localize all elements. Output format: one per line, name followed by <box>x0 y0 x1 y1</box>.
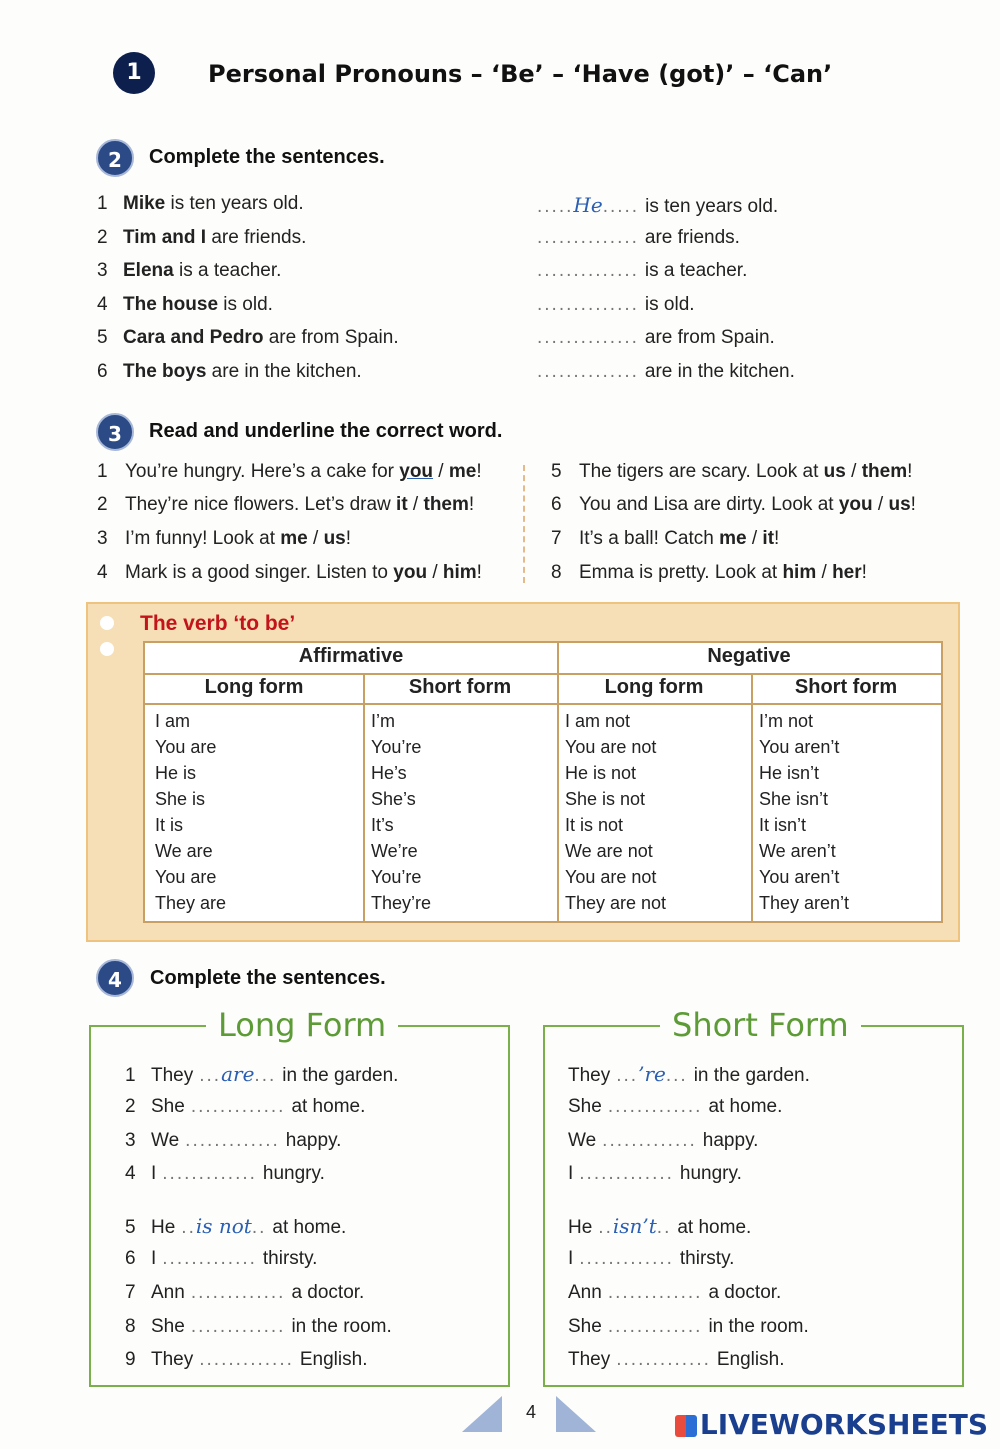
item-subject: We <box>568 1130 597 1151</box>
item-number: 4 <box>97 294 108 315</box>
option-separator: / <box>816 562 833 583</box>
page-title: Personal Pronouns – ‘Be’ – ‘Have (got)’ – ‘Can’ <box>208 60 833 88</box>
exercise-2-answer-line <box>537 193 778 218</box>
table-divider <box>145 673 941 675</box>
short-form-item <box>568 1062 810 1087</box>
item-end: ! <box>476 461 482 482</box>
item-end: ! <box>468 494 475 515</box>
written-answer: are <box>221 1062 255 1086</box>
table-divider <box>145 703 941 705</box>
item-end: a doctor. <box>708 1282 782 1303</box>
item-subject: He <box>568 1217 593 1238</box>
page-corner-right <box>556 1396 596 1432</box>
long-form-item <box>125 1282 364 1304</box>
written-answer: is not <box>195 1214 252 1238</box>
answer-blank[interactable]: ............. <box>607 1096 703 1117</box>
item-subject: Tim and I <box>123 227 207 248</box>
exercise-2-answer-line <box>537 327 775 349</box>
item-end: ! <box>774 528 780 549</box>
item-subject: The boys <box>123 361 207 382</box>
exercise-2-item <box>97 193 304 215</box>
option-separator: / <box>872 494 889 515</box>
option-1[interactable]: you <box>399 461 434 482</box>
item-number: 1 <box>125 1065 136 1086</box>
exercise-2-title: Complete the sentences. <box>149 146 385 168</box>
answer-blank[interactable]: .....He..... <box>537 193 640 217</box>
item-number: 1 <box>97 193 108 214</box>
bullet-icon <box>100 642 114 656</box>
verb-table <box>143 641 943 923</box>
item-end: thirsty. <box>262 1248 318 1269</box>
exercise-3-item <box>551 461 912 483</box>
item-subject: We <box>151 1130 180 1151</box>
item-subject: They <box>151 1065 194 1086</box>
col-aff-long: Long form <box>204 676 304 698</box>
answer-blank[interactable]: ............. <box>579 1163 674 1184</box>
item-text: are from Spain. <box>263 327 399 348</box>
short-form-item <box>568 1316 809 1338</box>
item-number: 6 <box>97 361 108 382</box>
item-number: 3 <box>125 1130 136 1151</box>
written-answer: isn’t <box>612 1214 657 1238</box>
verb-box-title: The verb ‘to be’ <box>140 612 296 635</box>
item-end: at home. <box>677 1217 752 1238</box>
affirmative-header: Affirmative <box>298 645 404 667</box>
short-form-item <box>568 1130 758 1152</box>
item-end: happy. <box>285 1130 342 1151</box>
item-subject: He <box>151 1217 176 1238</box>
logo-icon <box>675 1415 697 1437</box>
item-text: The tigers are scary. Look at <box>579 461 824 482</box>
page-number: 4 <box>526 1402 537 1422</box>
table-divider <box>751 673 753 921</box>
short-form-item <box>568 1214 751 1239</box>
answer-blank[interactable]: ............. <box>607 1316 703 1337</box>
exercise-2-item <box>97 294 273 316</box>
item-subject: The house <box>123 294 219 315</box>
exercise-2-answer-line <box>537 361 795 383</box>
option-separator: / <box>427 562 443 583</box>
item-end: English. <box>716 1349 785 1370</box>
option-1[interactable]: you <box>838 494 873 515</box>
exercise-2-badge: 2 <box>96 139 134 177</box>
exercise-4-badge: 4 <box>96 959 134 997</box>
item-text: They’re nice flowers. Let’s draw <box>125 494 397 515</box>
long-form-item <box>125 1163 325 1185</box>
exercise-3-item <box>551 562 867 584</box>
answer-ending: is a teacher. <box>644 260 748 281</box>
col-neg-short: Short form <box>794 676 898 698</box>
item-subject: They <box>568 1065 611 1086</box>
exercise-4-title: Complete the sentences. <box>150 967 386 989</box>
short-form-title: Short Form <box>660 1006 861 1044</box>
option-2[interactable]: me <box>448 461 477 482</box>
item-text: You and Lisa are dirty. Look at <box>579 494 839 515</box>
short-form-item <box>568 1248 734 1270</box>
item-subject: I <box>151 1163 157 1184</box>
item-number: 9 <box>125 1349 136 1370</box>
long-form-item <box>125 1349 367 1371</box>
item-subject: I <box>568 1248 574 1269</box>
item-end: English. <box>299 1349 368 1370</box>
item-end: ! <box>345 528 352 549</box>
item-subject: She <box>151 1316 185 1337</box>
exercise-3-item <box>97 461 482 483</box>
item-number: 4 <box>125 1163 136 1184</box>
item-end: in the garden. <box>693 1065 810 1086</box>
item-number: 6 <box>551 494 562 515</box>
item-end: in the garden. <box>282 1065 399 1086</box>
option-separator: / <box>845 461 862 482</box>
col-aff-short: Short form <box>408 676 512 698</box>
exercise-3-badge: 3 <box>96 413 134 451</box>
long-form-item <box>125 1062 398 1087</box>
option-2[interactable]: it <box>762 528 775 549</box>
item-end: hungry. <box>679 1163 742 1184</box>
exercise-3-item <box>97 494 474 516</box>
answer-blank[interactable]: ............. <box>190 1316 286 1337</box>
answer-ending: are in the kitchen. <box>644 361 795 382</box>
short-form-item <box>568 1096 782 1118</box>
exercise-3-title: Read and underline the correct word. <box>149 420 503 442</box>
col-neg-long: Long form <box>604 676 704 698</box>
item-text: is a teacher. <box>173 260 282 281</box>
item-number: 7 <box>125 1282 136 1303</box>
long-form-item <box>125 1316 392 1338</box>
item-text: are friends. <box>206 227 307 248</box>
option-separator: / <box>407 494 424 515</box>
exercise-2-item <box>97 227 306 249</box>
exercise-2-item <box>97 327 399 349</box>
column-divider <box>523 465 525 583</box>
exercise-3-item <box>97 528 351 550</box>
item-text: You’re hungry. Here’s a cake for <box>125 461 400 482</box>
table-divider <box>557 643 559 921</box>
option-separator: / <box>746 528 763 549</box>
item-end: happy. <box>702 1130 759 1151</box>
item-subject: Mike <box>123 193 166 214</box>
short-form-item <box>568 1349 784 1371</box>
answer-blank[interactable]: ............. <box>607 1282 703 1303</box>
answer-ending: are from Spain. <box>644 327 775 348</box>
option-2[interactable]: her <box>832 562 862 583</box>
item-text: Mark is a good singer. Listen to <box>125 562 394 583</box>
option-2[interactable]: us <box>888 494 911 515</box>
answer-blank[interactable]: ............. <box>162 1248 257 1269</box>
answer-blank[interactable]: .............. <box>537 227 639 248</box>
item-end: hungry. <box>262 1163 325 1184</box>
exercise-2-item <box>97 260 281 282</box>
answer-blank[interactable]: .............. <box>537 327 639 348</box>
item-number: 5 <box>97 327 108 348</box>
item-number: 2 <box>125 1096 136 1117</box>
option-2[interactable]: him <box>442 562 477 583</box>
neg-short-cell: I’m not You aren’t He isn’t She isn’t It isn’t We aren’t You aren’t They aren’t <box>759 711 850 913</box>
long-form-item <box>125 1214 346 1239</box>
item-end: a doctor. <box>291 1282 365 1303</box>
answer-blank[interactable]: ............. <box>190 1096 286 1117</box>
item-text: are in the kitchen. <box>206 361 362 382</box>
answer-blank[interactable]: ..is not.. <box>181 1214 267 1238</box>
answer-blank[interactable]: ...’re... <box>616 1062 688 1086</box>
option-1[interactable]: me <box>280 528 308 549</box>
exercise-2-answer-line <box>537 294 695 316</box>
long-form-item <box>125 1130 341 1152</box>
item-number: 3 <box>97 528 108 549</box>
item-text: It’s a ball! Catch <box>579 528 720 549</box>
answer-blank[interactable]: .............. <box>537 294 639 315</box>
item-number: 2 <box>97 494 108 515</box>
option-2[interactable]: them <box>423 494 469 515</box>
item-subject: I <box>151 1248 157 1269</box>
answer-blank[interactable]: ..isn’t.. <box>598 1214 672 1238</box>
liveworksheets-logo: LIVEWORKSHEETS <box>675 1408 988 1441</box>
exercise-3-item <box>97 562 482 584</box>
item-end: ! <box>907 461 913 482</box>
item-subject: They <box>568 1349 611 1370</box>
option-1[interactable]: him <box>782 562 817 583</box>
long-form-title: Long Form <box>206 1006 398 1044</box>
item-number: 7 <box>551 528 562 549</box>
item-number: 4 <box>97 562 108 583</box>
answer-blank[interactable]: ............. <box>199 1349 294 1370</box>
short-form-item <box>568 1282 781 1304</box>
item-end: at home. <box>272 1217 347 1238</box>
aff-short-cell: I’m You’re He’s She’s It’s We’re You’re They’re <box>371 711 432 913</box>
item-number: 5 <box>551 461 562 482</box>
item-end: in the room. <box>708 1316 809 1337</box>
long-form-item <box>125 1096 365 1118</box>
short-form-item <box>568 1163 742 1185</box>
long-form-item <box>125 1248 317 1270</box>
option-1[interactable]: me <box>719 528 747 549</box>
item-subject: She <box>568 1316 602 1337</box>
item-number: 1 <box>97 461 108 482</box>
item-subject: I <box>568 1163 574 1184</box>
written-answer: ’re <box>638 1062 666 1086</box>
item-end: ! <box>910 494 916 515</box>
item-text: Emma is pretty. Look at <box>579 562 783 583</box>
negative-header: Negative <box>707 645 791 667</box>
item-number: 6 <box>125 1248 136 1269</box>
item-number: 3 <box>97 260 108 281</box>
item-subject: Elena <box>123 260 174 281</box>
table-divider <box>363 673 365 921</box>
item-end: ! <box>476 562 482 583</box>
item-end: at home. <box>708 1096 783 1117</box>
page-corner-left <box>462 1396 502 1432</box>
item-subject: Ann <box>151 1282 185 1303</box>
item-subject: She <box>568 1096 602 1117</box>
answer-blank[interactable]: ............. <box>602 1130 697 1151</box>
item-end: at home. <box>291 1096 366 1117</box>
answer-blank[interactable]: ............. <box>616 1349 711 1370</box>
neg-long-cell: I am not You are not He is not She is not It is not We are not You are not They are not <box>565 711 667 913</box>
item-text: is ten years old. <box>165 193 304 214</box>
exercise-2-item <box>97 361 362 383</box>
section-number-badge: 1 <box>113 52 155 94</box>
item-subject: They <box>151 1349 194 1370</box>
answer-blank[interactable]: ............. <box>162 1163 257 1184</box>
option-separator: / <box>433 461 449 482</box>
item-text: is old. <box>218 294 273 315</box>
answer-ending: is old. <box>644 294 695 315</box>
answer-blank[interactable]: .............. <box>537 361 639 382</box>
answer-blank[interactable]: ............. <box>185 1130 280 1151</box>
item-number: 8 <box>551 562 562 583</box>
item-end: thirsty. <box>679 1248 735 1269</box>
option-1[interactable]: it <box>396 494 408 515</box>
option-2[interactable]: us <box>323 528 346 549</box>
answer-blank[interactable]: ............. <box>579 1248 674 1269</box>
option-1[interactable]: you <box>393 562 428 583</box>
written-answer: He <box>573 193 603 217</box>
option-2[interactable]: them <box>861 461 908 482</box>
item-text: I’m funny! Look at <box>125 528 281 549</box>
exercise-2-answer-line <box>537 227 740 249</box>
exercise-3-item <box>551 528 779 550</box>
bullet-icon <box>100 616 114 630</box>
option-1[interactable]: us <box>823 461 846 482</box>
item-subject: She <box>151 1096 185 1117</box>
exercise-2-answer-line <box>537 260 747 282</box>
aff-long-cell: I am You are He is She is It is We are You are They are <box>155 711 227 913</box>
answer-blank[interactable]: ............. <box>190 1282 286 1303</box>
answer-blank[interactable]: ...are... <box>199 1062 277 1086</box>
item-number: 8 <box>125 1316 136 1337</box>
item-number: 5 <box>125 1217 136 1238</box>
item-end: ! <box>861 562 867 583</box>
item-subject: Ann <box>568 1282 602 1303</box>
item-end: in the room. <box>291 1316 392 1337</box>
item-number: 2 <box>97 227 108 248</box>
option-separator: / <box>307 528 324 549</box>
exercise-3-item <box>551 494 916 516</box>
item-subject: Cara and Pedro <box>123 327 264 348</box>
answer-ending: is ten years old. <box>645 196 779 217</box>
answer-ending: are friends. <box>644 227 740 248</box>
answer-blank[interactable]: .............. <box>537 260 639 281</box>
